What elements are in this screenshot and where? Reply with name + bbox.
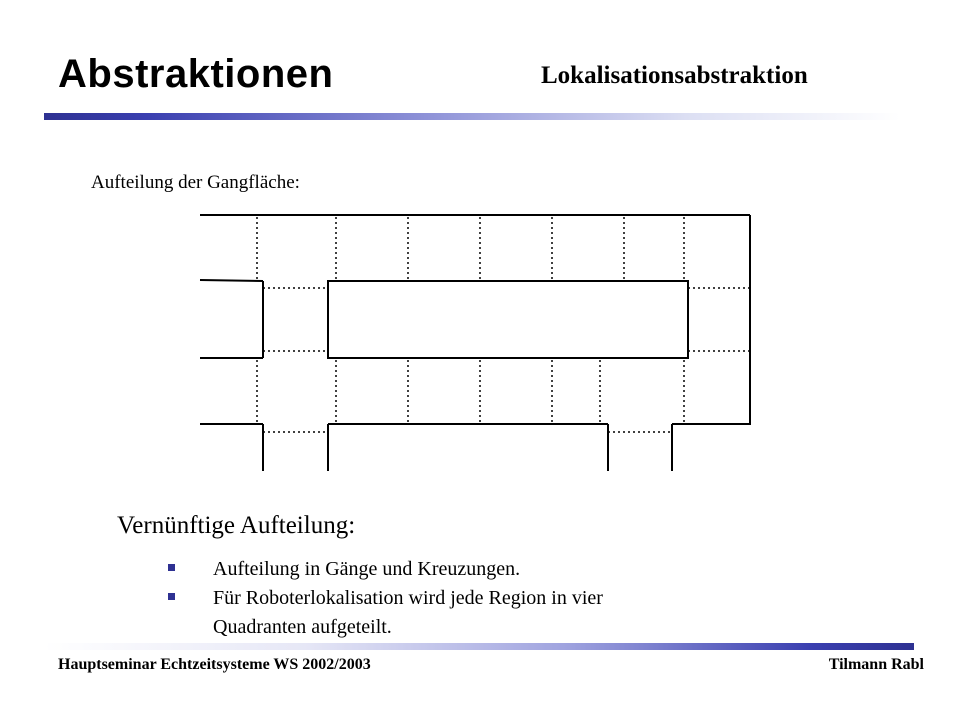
- footer-divider: [44, 643, 914, 650]
- bullet-list: [168, 555, 603, 642]
- slide-title: Abstraktionen: [58, 52, 334, 96]
- square-bullet-icon: [168, 593, 175, 600]
- section-heading: Vernünftige Aufteilung:: [117, 512, 356, 539]
- footer-author: Tilmann Rabl: [828, 656, 924, 673]
- square-bullet-icon: [168, 564, 175, 571]
- solid-walls: [200, 215, 750, 471]
- slide-subtitle: Lokalisationsabstraktion: [541, 62, 808, 89]
- bullet-continuation: [168, 613, 603, 642]
- floor-plan-diagram: [190, 208, 760, 478]
- bullet-text: Für Roboterlokalisation wird jede Region in vier: [213, 587, 603, 609]
- header-divider: [44, 113, 900, 120]
- bullet-item: [168, 555, 603, 584]
- footer-course: Hauptseminar Echtzeitsysteme WS 2002/2003: [58, 656, 371, 673]
- intro-text: Aufteilung der Gangfläche:: [91, 172, 300, 193]
- bullet-text: Aufteilung in Gänge und Kreuzungen.: [213, 558, 521, 580]
- bullet-item: [168, 584, 603, 613]
- dotted-partitions: [257, 217, 750, 432]
- bullet-text: Quadranten aufgeteilt.: [213, 616, 392, 638]
